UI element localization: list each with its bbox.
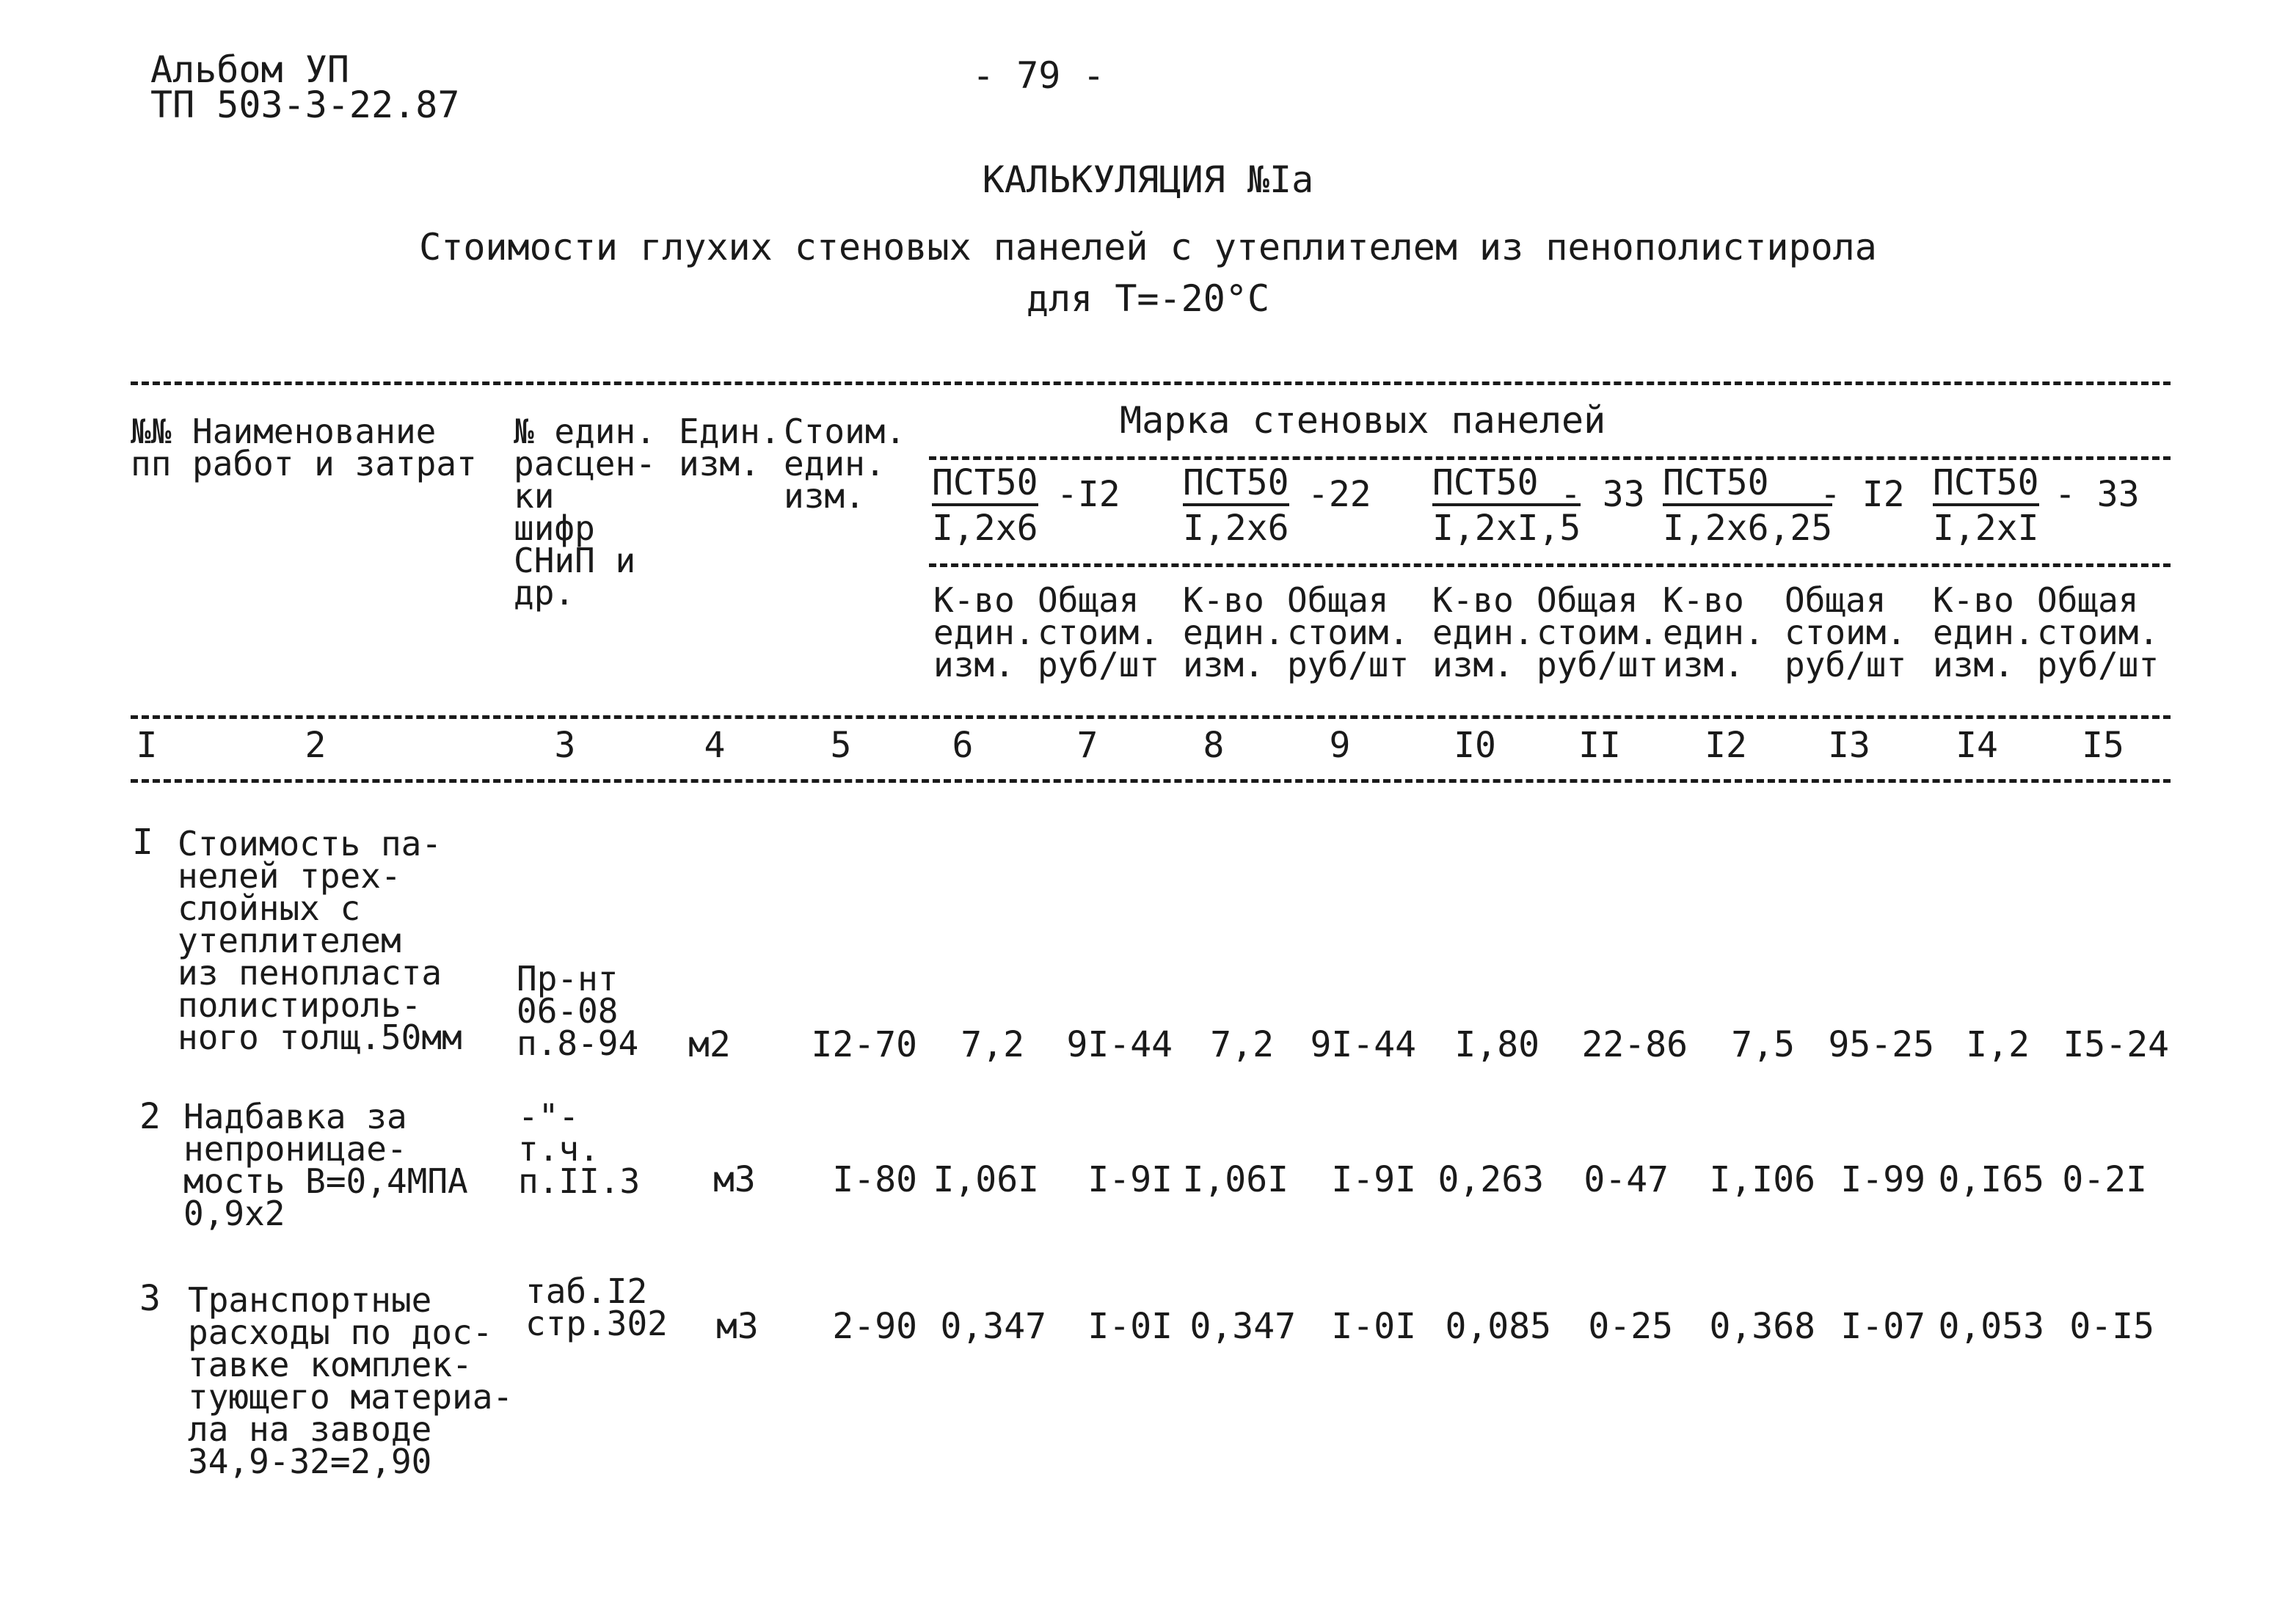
row-1-qty-4: 7,5: [1731, 1024, 1795, 1065]
row-1-price: I2-70: [811, 1024, 917, 1065]
group-rule: [929, 456, 2171, 460]
sub-header-cost-4: Общая стоим. руб/шт: [1785, 580, 1907, 684]
col-header-name: Наименование работ и затрат: [192, 412, 477, 483]
row-1-qty-2: 7,2: [1210, 1024, 1274, 1065]
row-3-qty-2: 0,347: [1189, 1306, 1296, 1347]
panel-type-5: ПСТ50 I,2хI: [1933, 462, 2039, 549]
col-number-3: 3: [554, 725, 576, 766]
row-2-cost-1: I-9I: [1087, 1159, 1173, 1200]
row-2-cost-4: I-99: [1840, 1159, 1925, 1200]
sub-header-qty-2: К-во един. изм.: [1183, 580, 1285, 684]
document-subtitle: Стоимости глухих стеновых панелей с утеплителем из пенополистирола: [419, 226, 1877, 269]
row-3-name: Транспортные расходы по дос- тавке комплек- тующего материа- ла на заводе 34,9-32=2,90: [188, 1280, 514, 1481]
col-number-9: 9: [1329, 725, 1351, 766]
col-number-10: I0: [1454, 725, 1496, 766]
panel-type-2: ПСТ50 I,2х6: [1183, 462, 1289, 549]
table-top-rule: [131, 381, 2171, 385]
row-3-qty-4: 0,368: [1709, 1306, 1815, 1347]
panel-type-2-suffix: -22: [1308, 474, 1371, 515]
row-3-cost-4: I-07: [1840, 1306, 1925, 1347]
sub-header-cost-1: Общая стоим. руб/шт: [1038, 580, 1160, 684]
sub-header-qty-3: К-во един. изм.: [1432, 580, 1534, 684]
row-2-qty-2: I,06I: [1182, 1159, 1289, 1200]
column-numbers-rule: [131, 779, 2171, 783]
row-2-qty-5: 0,I65: [1938, 1159, 2044, 1200]
col-header-price: Стоим. един. изм.: [784, 412, 906, 516]
calc-title: КАЛЬКУЛЯЦИЯ №Iа: [982, 158, 1314, 201]
row-1-code: Пр-нт 06-08 п.8-94: [517, 959, 639, 1063]
panel-type-4: ПСТ50 I,2х6,25: [1663, 462, 1833, 549]
row-2-code: -"- т.ч. п.II.3: [518, 1097, 641, 1201]
row-3-cost-5: 0-I5: [2069, 1306, 2154, 1347]
col-number-13: I3: [1828, 725, 1870, 766]
row-2-cost-5: 0-2I: [2062, 1159, 2147, 1200]
col-number-14: I4: [1956, 725, 1998, 766]
row-1-name: Стоимость па- нелей трех- слойных с утеплителем из пенопласта полистироль- ного толщ.50мм: [178, 824, 462, 1057]
row-2-qty-1: I,06I: [933, 1159, 1039, 1200]
project-code: ТП 503-3-22.87: [150, 84, 460, 126]
row-3-cost-2: I-0I: [1331, 1306, 1416, 1347]
panel-type-3-suffix: - 33: [1560, 474, 1645, 515]
panel-type-3: ПСТ50 I,2хI,5: [1432, 462, 1581, 549]
col-number-2: 2: [305, 725, 327, 766]
row-1-cost-3: 22-86: [1581, 1024, 1688, 1065]
temperature-line: для Т=-20°С: [1026, 277, 1270, 320]
album-label: Альбом УП: [150, 48, 349, 91]
row-2-qty-4: I,I06: [1709, 1159, 1815, 1200]
row-3-unit: м3: [716, 1306, 759, 1347]
row-3-qty-3: 0,085: [1445, 1306, 1551, 1347]
sub-header-cost-3: Общая стоим. руб/шт: [1537, 580, 1659, 684]
row-3-cost-3: 0-25: [1588, 1306, 1673, 1347]
row-2-cost-2: I-9I: [1331, 1159, 1416, 1200]
row-3-price: 2-90: [832, 1306, 917, 1347]
row-1-cost-5: I5-24: [2063, 1024, 2169, 1065]
panel-type-1: ПСТ50 I,2х6: [932, 462, 1038, 549]
col-number-5: 5: [830, 725, 852, 766]
row-3-code: таб.I2 стр.302: [525, 1271, 668, 1343]
row-1-num: I: [132, 822, 153, 863]
col-header-num: №№ пп: [131, 412, 172, 483]
panel-type-1-suffix: -I2: [1057, 474, 1120, 515]
col-header-unit: Един. изм.: [679, 412, 781, 483]
col-number-11: II: [1578, 725, 1621, 766]
row-3-qty-5: 0,053: [1938, 1306, 2044, 1347]
row-1-cost-2: 9I-44: [1310, 1024, 1416, 1065]
sub-header-qty-4: К-во един. изм.: [1663, 580, 1765, 684]
col-number-15: I5: [2082, 725, 2124, 766]
row-2-cost-3: 0-47: [1583, 1159, 1669, 1200]
sub-header-qty-5: К-во един. изм.: [1933, 580, 2035, 684]
sub-header-qty-1: К-во един. изм.: [933, 580, 1035, 684]
col-number-8: 8: [1203, 725, 1225, 766]
row-1-cost-1: 9I-44: [1066, 1024, 1173, 1065]
col-header-code: № един. расцен- ки шифр СНиП и др.: [514, 412, 656, 613]
page-number: - 79 -: [972, 54, 1105, 97]
sub-header-cost-5: Общая стоим. руб/шт: [2037, 580, 2160, 684]
row-1-qty-1: 7,2: [961, 1024, 1024, 1065]
row-1-qty-3: I,80: [1454, 1024, 1539, 1065]
row-2-qty-3: 0,263: [1437, 1159, 1544, 1200]
row-1-cost-4: 95-25: [1828, 1024, 1934, 1065]
col-number-1: I: [136, 725, 158, 766]
col-number-4: 4: [704, 725, 726, 766]
row-3-num: 3: [139, 1278, 161, 1319]
subheader-rule: [929, 563, 2171, 567]
row-1-qty-5: I,2: [1966, 1024, 2030, 1065]
header-bottom-rule: [131, 715, 2171, 719]
col-number-6: 6: [952, 725, 974, 766]
row-2-price: I-80: [832, 1159, 917, 1200]
row-2-name: Надбавка за непроницае- мость В=0,4МПА 0,9х2: [183, 1097, 468, 1233]
panel-type-4-suffix: - I2: [1820, 474, 1905, 515]
panel-type-5-suffix: - 33: [2055, 474, 2140, 515]
row-2-unit: м3: [713, 1159, 756, 1200]
row-2-num: 2: [139, 1096, 161, 1137]
row-3-cost-1: I-0I: [1087, 1306, 1173, 1347]
col-number-7: 7: [1076, 725, 1098, 766]
col-header-panel-group: Марка стеновых панелей: [1120, 399, 1606, 442]
sub-header-cost-2: Общая стоим. руб/шт: [1287, 580, 1410, 684]
row-1-unit: м2: [688, 1024, 731, 1065]
row-3-qty-1: 0,347: [940, 1306, 1046, 1347]
col-number-12: I2: [1705, 725, 1747, 766]
